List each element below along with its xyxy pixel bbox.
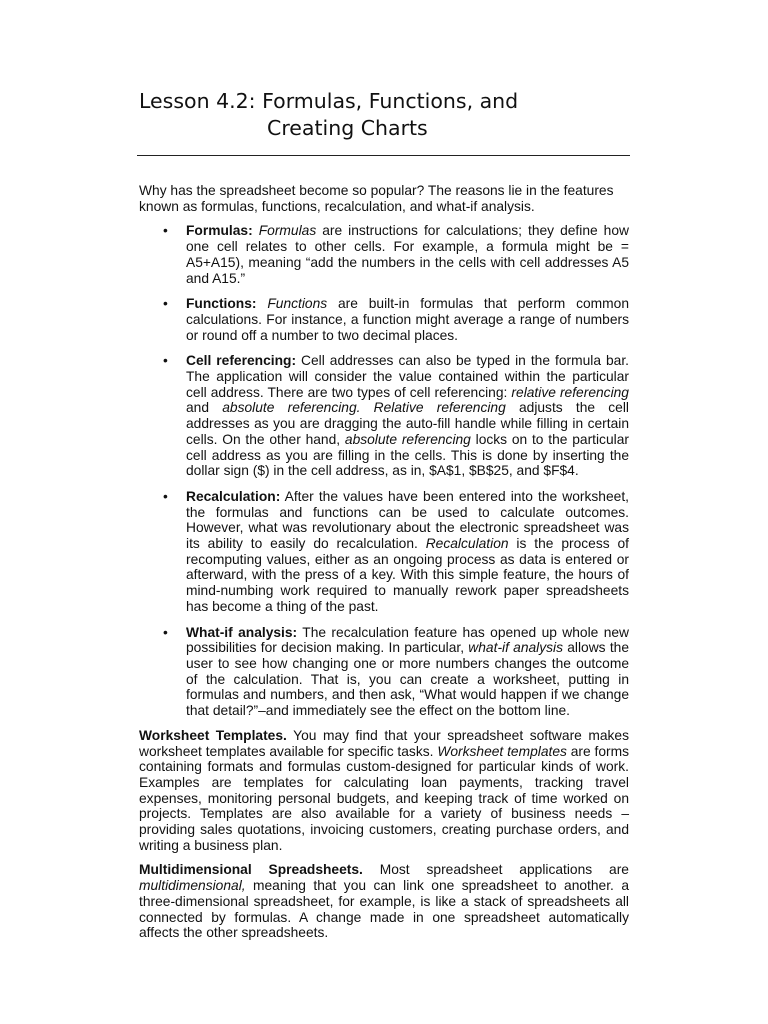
paragraph-emphasis: Worksheet templates (437, 743, 567, 759)
bullet-icon: • (163, 353, 168, 369)
title-line-1: Lesson 4.2: Formulas, Functions, and (139, 89, 519, 113)
page-title (139, 88, 619, 142)
bullet-text: allows the user to see how changing one or more numbers changes the outcome of the calculation. That is, you can create a worksheet, putting in formulas and numbers, and then ask, “What would happen if we change that detail?”–and immediately see the effect on the bottom line. (186, 640, 629, 719)
bullet-text: are built-in formulas that perform common calculations. For instance, a function might average a range of numbers or round off a number to two decimal places. (186, 296, 629, 343)
bullet-term: Formulas: (186, 223, 253, 239)
feature-list (139, 223, 629, 718)
list-item (139, 296, 629, 343)
bullet-text: adjusts the cell addresses as you are dragging the auto-fill handle while filling in certain cells. On the other hand, (186, 400, 629, 447)
bullet-term: Functions: (186, 296, 257, 312)
bullet-icon: • (163, 624, 168, 640)
list-item (139, 625, 629, 719)
bullet-term: What-if analysis: (186, 624, 298, 640)
worksheet-templates-paragraph (139, 728, 629, 854)
paragraph-emphasis: multidimensional, (139, 878, 246, 894)
section-heading: Worksheet Templates. (139, 727, 287, 743)
section-heading: Multidimensional Spreadsheets. (139, 862, 363, 878)
bullet-emphasis: Recalculation (425, 536, 509, 552)
paragraph-text: meaning that you can link one spreadsheet to another. a three-dimensional spreadsheet, for example, is like a stack of spreadsheets all connected by formulas. A change made in one spreadsheet automatically affects the other spreadsheets. (139, 878, 629, 941)
bullet-emphasis: Functions (267, 296, 328, 312)
list-item (139, 223, 629, 286)
paragraph-text: You may find that your spreadsheet software makes worksheet templates available for specific tasks. (139, 727, 630, 759)
paragraph-text: are forms containing formats and formulas custom-designed for particular kinds of work. Examples are templates for calculating loan payments, tracking travel expenses, monitoring personal budgets, and keeping track of time worked on projects. Templates are also available for a variety of business needs – providing sales quotations, invoicing customers, creating purchase orders, and writing a business plan. (139, 743, 630, 853)
bullet-emphasis: what-if analysis (468, 640, 564, 656)
bullet-text: is the process of recomputing values, either as an ongoing process as data is entered or afterward, with the press of a key. With this simple feature, the hours of mind-numbing work required to manually rework paper spreadsheets has become a thing of the past. (186, 536, 629, 614)
bullet-text: Cell addresses can also be typed in the formula bar. The application will consider the value contained within the particular cell address. There are two types of cell referencing: (186, 353, 630, 400)
bullet-text: locks on to the particular cell address as you are filling in the cells. This is done by inserting the dollar sign ($) in the cell address, as in, $A$1, $B$25, and $F$4. (186, 431, 629, 479)
bullet-icon: • (163, 223, 168, 239)
bullet-term: Recalculation: (186, 488, 281, 504)
bullet-text: and (186, 400, 223, 416)
list-item (139, 353, 629, 479)
multidimensional-paragraph (139, 862, 629, 941)
bullet-icon: • (163, 488, 168, 504)
list-item (139, 489, 629, 615)
title-divider (137, 155, 630, 156)
bullet-emphasis: absolute referencing (344, 431, 471, 447)
bullet-text: After the values have been entered into the worksheet, the formulas and functions can be used to calculate outcomes. However, what was revolutionary about the electronic spreadsheet was its ability to easily do recalculation. (186, 488, 629, 552)
document-body (139, 183, 629, 950)
paragraph-text: Most spreadsheet applications are (362, 862, 629, 878)
bullet-text (257, 296, 268, 311)
bullet-text: are instructions for calculations; they define how one cell relates to other cells. For example, a formula might be = A5+A15), meaning “add the numbers in the cells with cell addresses A5 and A15.” (186, 223, 629, 286)
bullet-emphasis: Formulas (258, 223, 317, 239)
bullet-emphasis: absolute referencing. Relative referencing (222, 400, 506, 416)
bullet-term: Cell referencing: (186, 353, 297, 369)
bullet-icon: • (163, 296, 168, 312)
intro-paragraph: Why has the spreadsheet become so popular? The reasons lie in the features known as formulas, functions, recalculation, and what-if analysis. (139, 183, 614, 214)
bullet-text: The recalculation feature has opened up whole new possibilities for decision making. In particular, (186, 624, 629, 656)
bullet-emphasis: relative referencing (511, 384, 629, 400)
title-line-2: Creating Charts (267, 116, 428, 140)
